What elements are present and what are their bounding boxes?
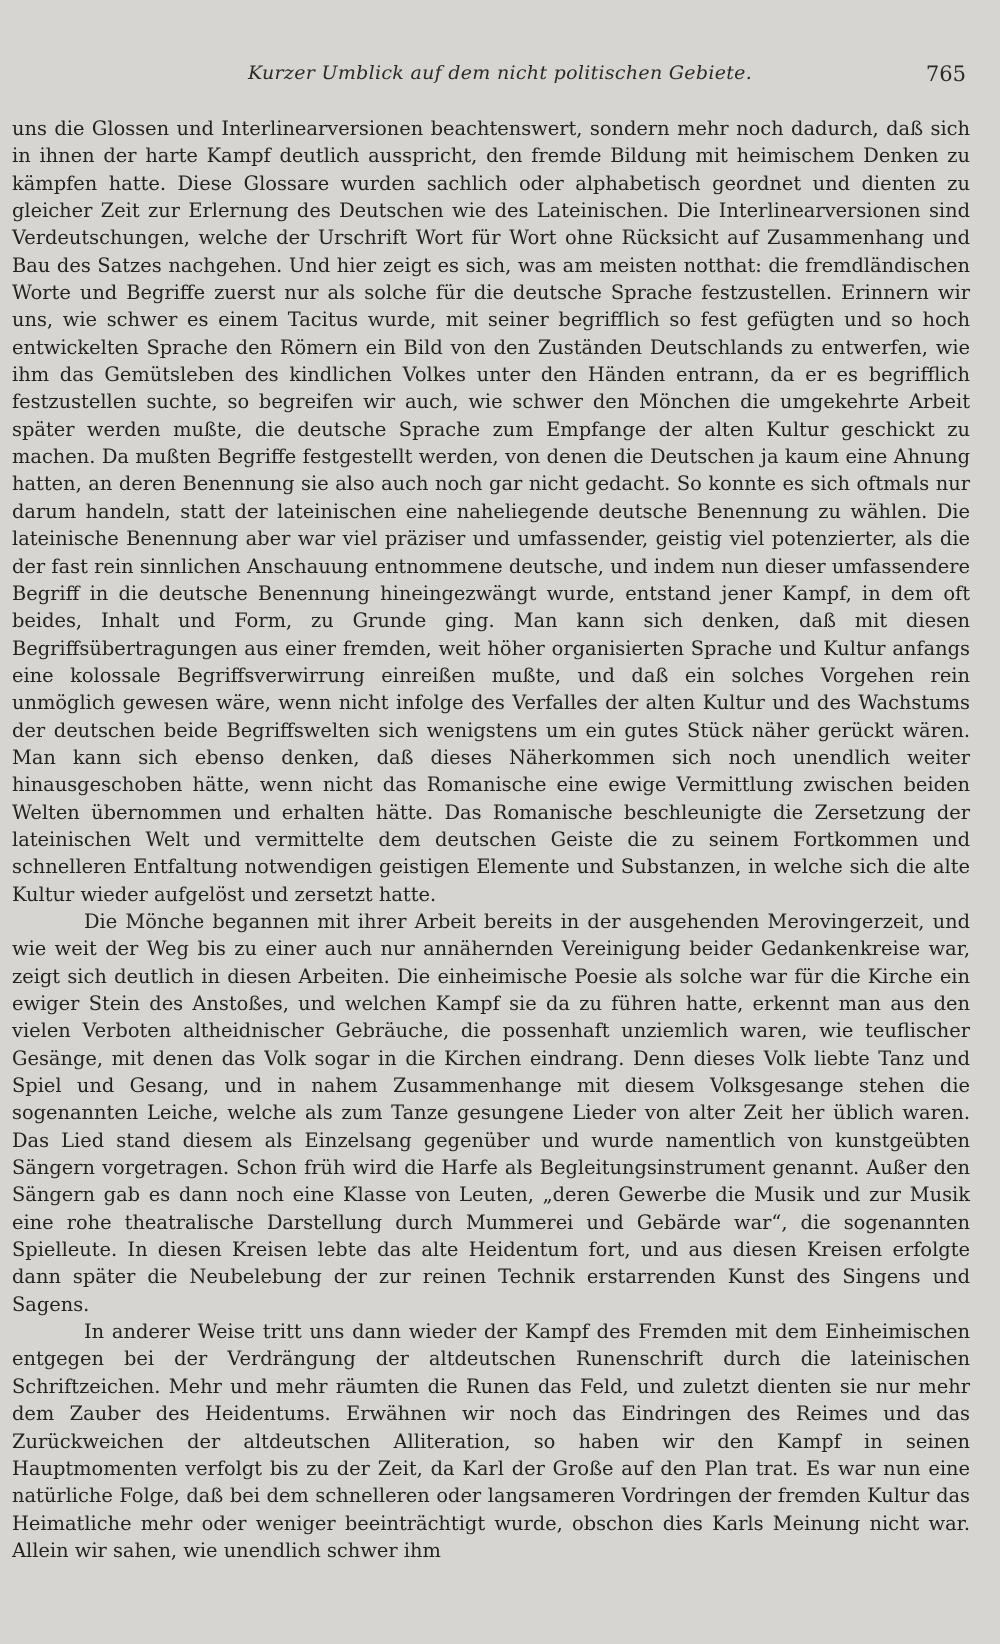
body-text	[12, 115, 970, 1564]
paragraph: In anderer Weise tritt uns dann wieder der Kampf des Fremden mit dem Einheimischen entgegen bei der Verdrängung der altdeutschen Runenschrift durch die lateinischen Schriftzeichen. Mehr und mehr räumten die Runen das Feld, und zuletzt dienten sie nur mehr dem Zauber des Heidentums. Erwähnen wir noch das Eindringen des Reimes und das Zurückweichen der altdeutschen Alliteration, so haben wir den Kampf in seinen Hauptmomenten verfolgt bis zu der Zeit, da Karl der Große auf den Plan trat. Es war nun eine natürliche Folge, daß bei dem schnelleren oder langsameren Vordringen der fremden Kultur das Heimatliche mehr oder weniger beeinträchtigt wurde, obschon dies Karls Meinung nicht war. Allein wir sahen, wie unendlich schwer ihm	[12, 1320, 970, 1562]
paragraph: Die Mönche begannen mit ihrer Arbeit bereits in der ausgehenden Merovingerzeit, und wie weit der Weg bis zu einer auch nur annähernden Vereinigung beider Gedankenkreise war, zeigt sich deutlich in diesen Arbeiten. Die einheimische Poesie als solche war für die Kirche ein ewiger Stein des Anstoßes, und welchen Kampf sie da zu führen hatte, erkennt man aus den vielen Verboten altheidnischer Gebräuche, die possenhaft unziemlich waren, wie teuflischer Gesänge, mit denen das Volk sogar in die Kirchen eindrang. Denn dieses Volk liebte Tanz und Spiel und Gesang, und in nahem Zusammenhange mit diesem Volksgesange stehen die sogenannten Leiche, welche als zum Tanze gesungene Lieder von alter Zeit her üblich waren. Das Lied stand diesem als Einzelsang gegenüber und wurde namentlich von kunstgeübten Sängern vorgetragen. Schon früh wird die Harfe als Begleitungsinstrument genannt. Außer den Sängern gab es dann noch eine Klasse von Leuten, „deren Gewerbe die Musik und zur Musik eine rohe theatralische Darstellung durch Mummerei und Gebärde war“, die sogenannten Spielleute. In diesen Kreisen lebte das alte Heidentum fort, und aus diesen Kreisen erfolgte dann später die Neubelebung der zur reinen Technik erstarrenden Kunst des Singens und Sagens.	[12, 909, 970, 1316]
paragraph: uns die Glossen und Interlinearversionen beachtenswert, sondern mehr noch dadurch, daß sich in ihnen der harte Kampf deutlich ausspricht, den fremde Bildung mit heimischem Denken zu kämpfen hatte. Diese Glossare wurden sachlich oder alphabetisch geordnet und dienten zu gleicher Zeit zur Erlernung des Deutschen wie des Lateinischen. Die Interlinearversionen sind Verdeutschungen, welche der Urschrift Wort für Wort ohne Rücksicht auf Zusammenhang und Bau des Satzes nachgehen. Und hier zeigt es sich, was am meisten notthat: die fremdländischen Worte und Begriffe zuerst nur als solche für die deutsche Sprache festzustellen. Erinnern wir uns, wie schwer es einem Tacitus wurde, mit seiner begrifflich so fest gefügten und so hoch entwickelten Sprache den Römern ein Bild von den Zuständen Deutschlands zu entwerfen, wie ihm das Gemütsleben des kindlichen Volkes unter den Händen entrann, da er es begrifflich festzustellen suchte, so begreifen wir auch, wie schwer den Mönchen die umgekehrte Arbeit später werden mußte, die deutsche Sprache zum Empfange der alten Kultur geschickt zu machen. Da mußten Begriffe festgestellt werden, von denen die Deutschen ja kaum eine Ahnung hatten, an deren Benennung sie also auch noch gar nicht gedacht. So konnte es sich oftmals nur darum handeln, statt der lateinischen eine naheliegende deutsche Benennung zu wählen. Die lateinische Benennung aber war viel präziser und umfassender, geistig viel potenzierter, als die der fast rein sinnlichen Anschauung entnommene deutsche, und indem nun dieser umfassendere Begriff in die deutsche Benennung hineingezwängt wurde, entstand jener Kampf, in dem oft beides, Inhalt und Form, zu Grunde ging. Man kann sich denken, daß mit diesen Begriffsübertragungen aus einer fremden, weit höher organisierten Sprache und Kultur anfangs eine kolossale Begriffsverwirrung einreißen mußte, und daß ein solches Vorgehen rein unmöglich gewesen wäre, wenn nicht infolge des Verfalles der alten Kultur und des Wachstums der deutschen beide Begriffswelten sich wenigstens um ein gutes Stück näher gerückt wären. Man kann sich ebenso denken, daß dieses Näherkommen sich noch unendlich weiter hinausgeschoben hätte, wenn nicht das Romanische eine ewige Vermittlung zwischen beiden Welten übernommen und erhalten hätte. Das Romanische beschleunigte die Zersetzung der lateinischen Welt und vermittelte dem deutschen Geiste die zu seinem Fortkommen und schnelleren Entfaltung notwendigen geistigen Elemente und Substanzen, in welche sich die alte Kultur wieder aufgelöst und zersetzt hatte.	[12, 117, 970, 906]
running-head: Kurzer Umblick auf dem nicht politischen Gebiete.	[247, 62, 753, 84]
page-number: 765	[925, 62, 966, 86]
page-header	[20, 62, 980, 92]
